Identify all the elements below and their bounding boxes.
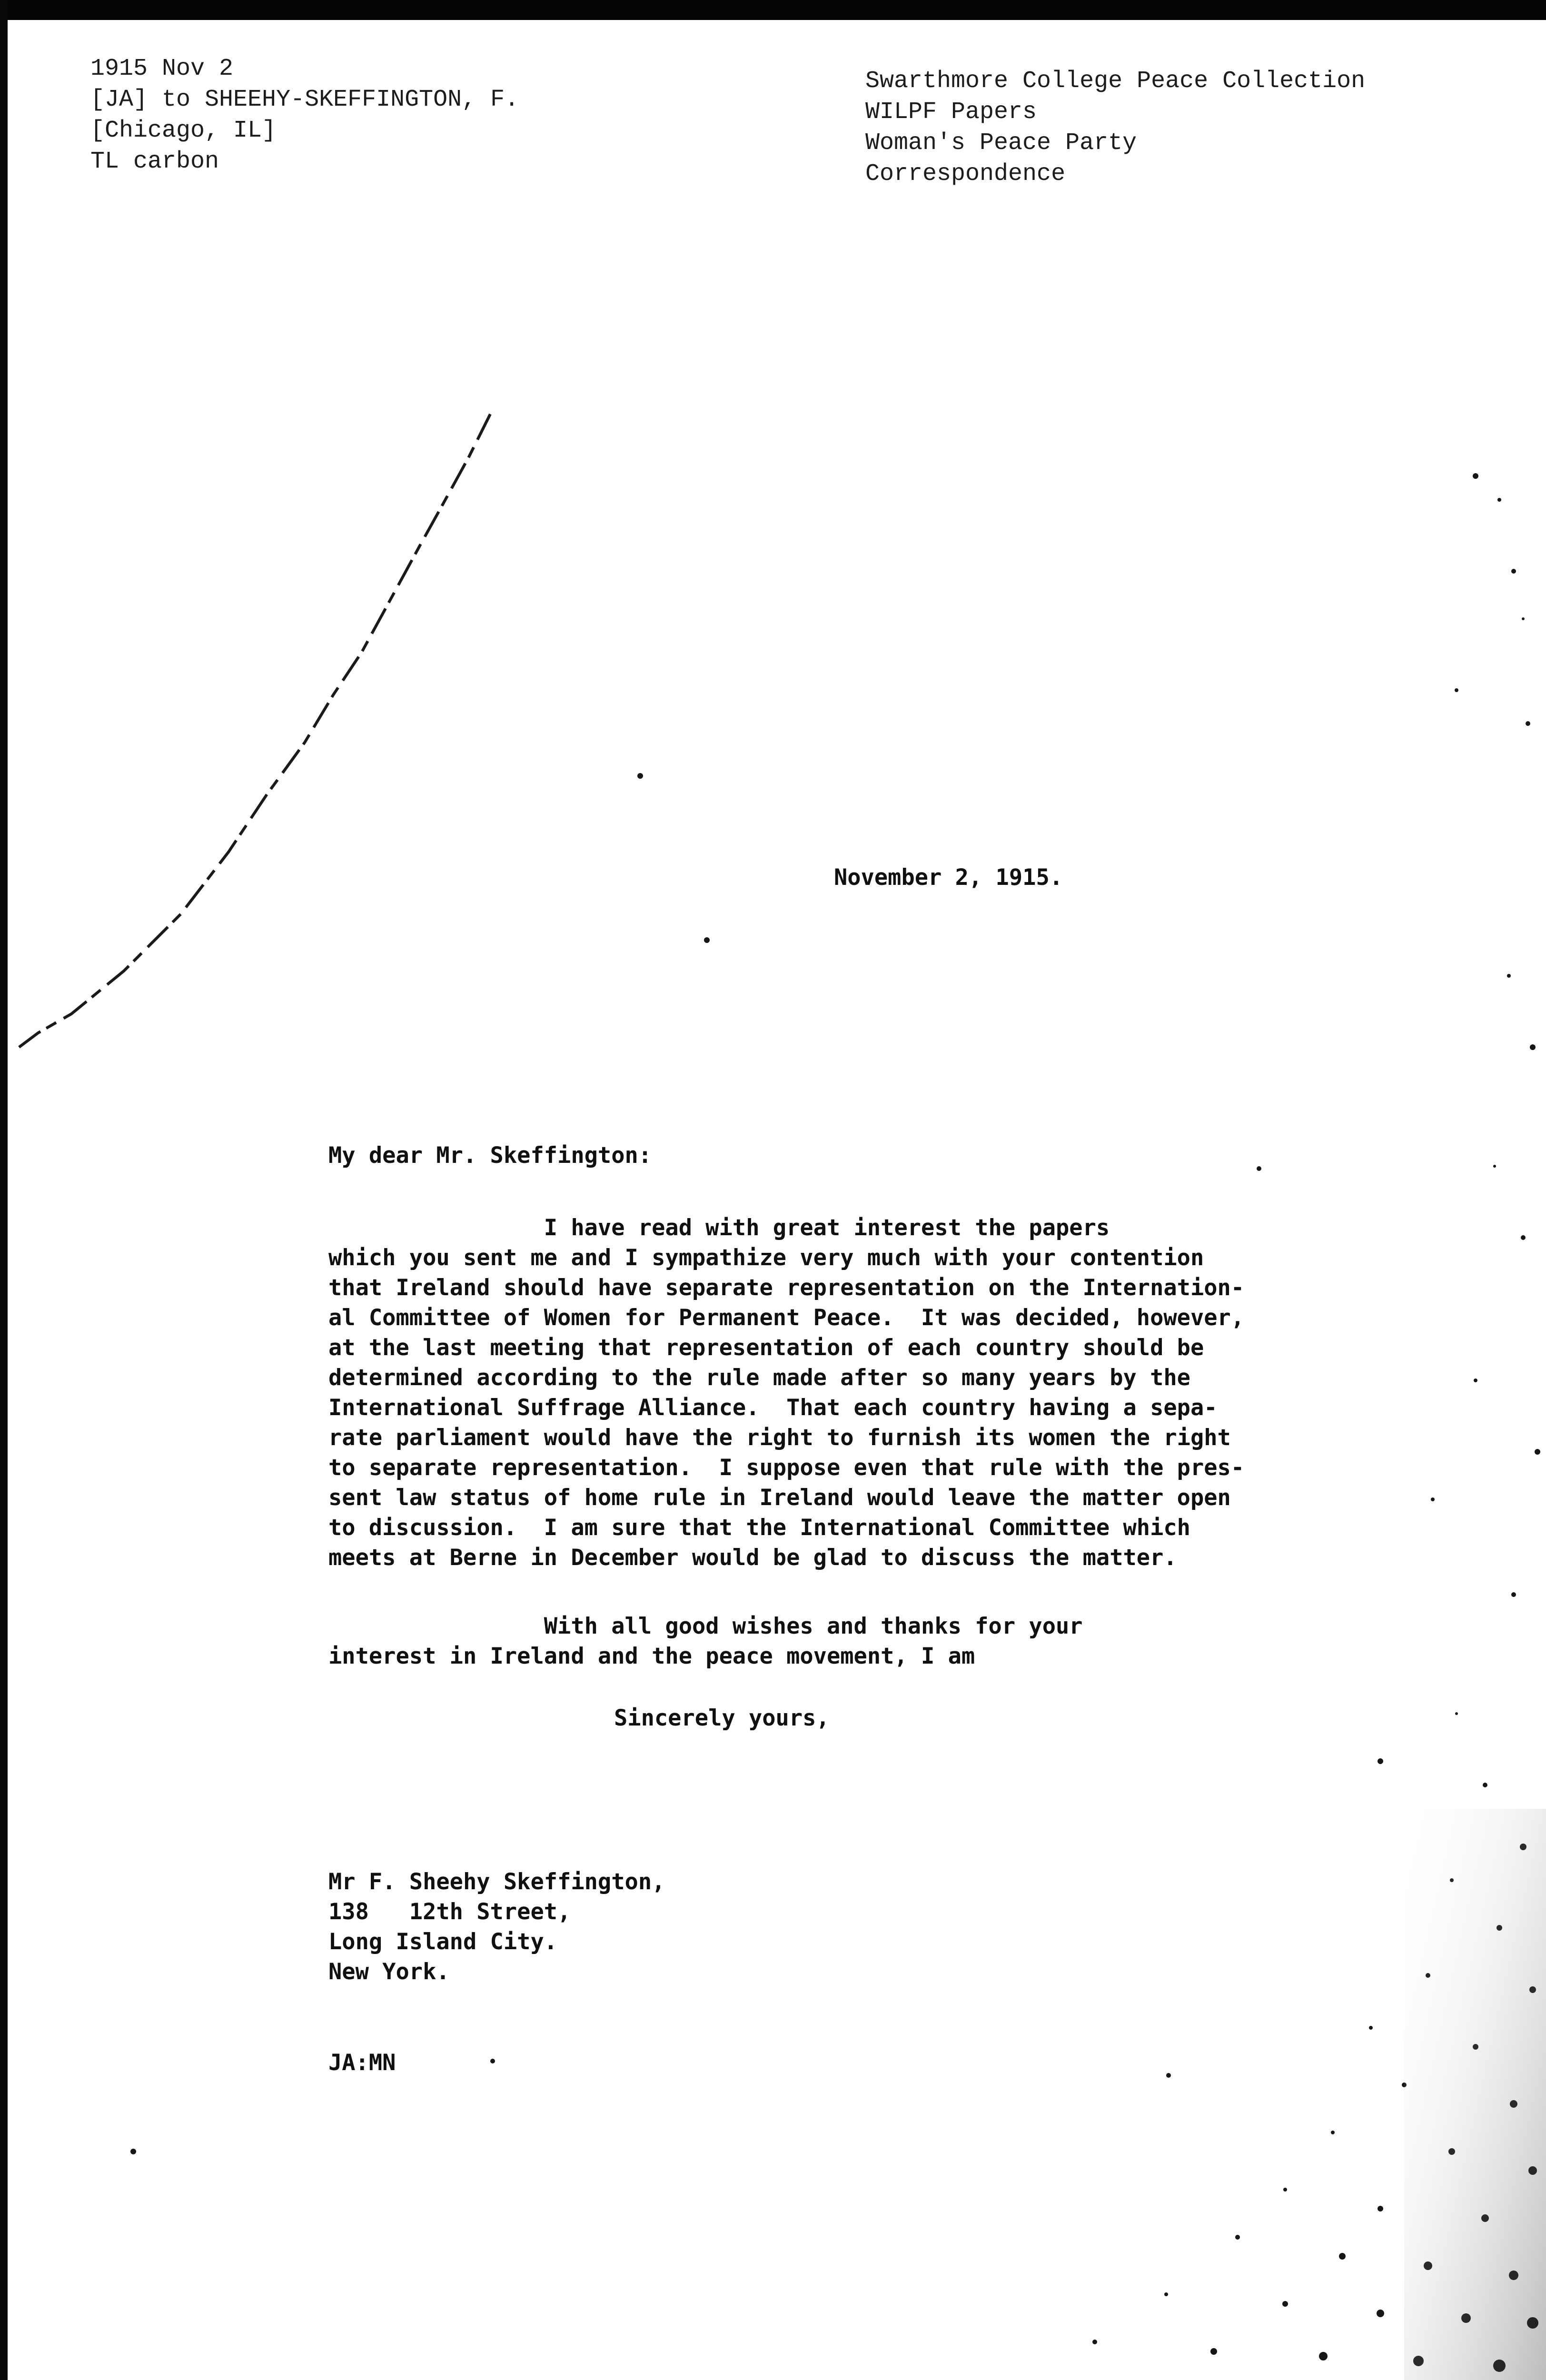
collection-series: WILPF Papers — [865, 99, 1037, 126]
body-line: to discussion. I am sure that the International Committee which — [328, 1515, 1190, 1541]
address-line: 138 12th Street, — [328, 1899, 571, 1925]
letter-signoff: Sincerely yours, — [614, 1705, 830, 1731]
citation-place: [Chicago, IL] — [90, 117, 277, 144]
body-line: al Committee of Women for Permanent Peace. It was decided, however, — [328, 1305, 1245, 1331]
body-line: rate parliament would have the right to furnish its women the right — [328, 1425, 1231, 1451]
citation-correspondents: [JA] to SHEEHY-SKEFFINGTON, F. — [90, 86, 519, 113]
body-line: which you sent me and I sympathize very much with your contention — [328, 1245, 1204, 1271]
typist-initials: JA:MN — [328, 2050, 396, 2076]
letter-salutation: My dear Mr. Skeffington: — [328, 1142, 652, 1169]
letter-body — [328, 1213, 1244, 1573]
collection-folder: Correspondence — [865, 160, 1066, 188]
citation-format: TL carbon — [90, 148, 219, 175]
address-line: Long Island City. — [328, 1929, 558, 1955]
paper-crease — [19, 414, 490, 1047]
closing-line: interest in Ireland and the peace movement, I am — [328, 1643, 975, 1669]
closing-line: With all good wishes and thanks for your — [328, 1613, 1083, 1639]
collection-name: Swarthmore College Peace Collection — [865, 68, 1366, 95]
address-line: New York. — [328, 1959, 450, 1985]
recipient-address — [328, 1867, 665, 1987]
body-line: to separate representation. I suppose even that rule with the pres- — [328, 1455, 1245, 1481]
citation-date: 1915 Nov 2 — [90, 55, 234, 82]
letter-closing — [328, 1611, 1083, 1671]
archival-citation-left — [90, 53, 519, 177]
corner-shadow — [1404, 1809, 1546, 2380]
archival-citation-right — [865, 66, 1365, 189]
body-line: at the last meeting that representation of each country should be — [328, 1335, 1204, 1361]
collection-subseries: Woman's Peace Party — [865, 129, 1137, 157]
body-line: International Suffrage Alliance. That each country having a sepa- — [328, 1395, 1218, 1421]
address-line: Mr F. Sheehy Skeffington, — [328, 1869, 665, 1895]
letter-date: November 2, 1915. — [834, 864, 1063, 891]
body-line: I have read with great interest the papers — [328, 1215, 1110, 1241]
body-line: sent law status of home rule in Ireland would leave the matter open — [328, 1485, 1231, 1511]
body-line: determined according to the rule made after so many years by the — [328, 1365, 1190, 1391]
body-line: meets at Berne in December would be glad to discuss the matter. — [328, 1545, 1177, 1571]
body-line: that Ireland should have separate representation on the Internation- — [328, 1275, 1245, 1301]
